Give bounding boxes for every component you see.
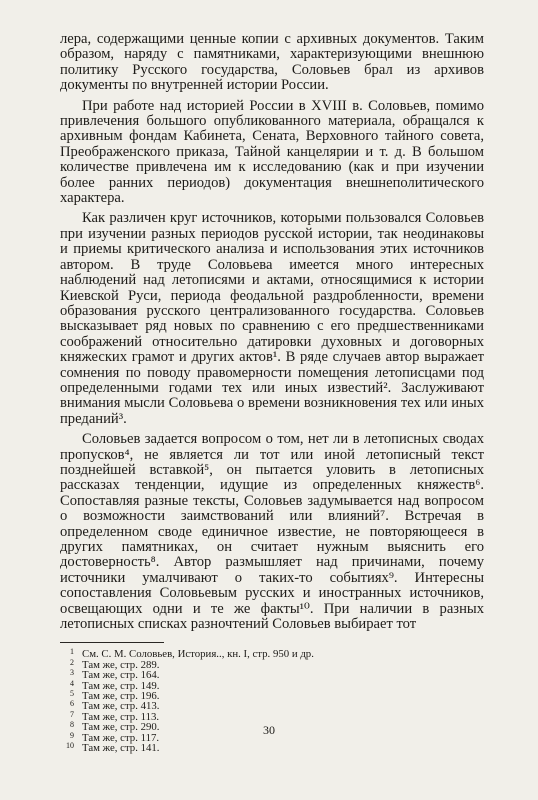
footnote-10 xyxy=(60,743,484,753)
footnote-text: См. С. М. Соловьев, История.., кн. I, стр. 950 и др. xyxy=(82,648,314,661)
page-body xyxy=(60,32,484,754)
footnote-text: Там же, стр. 164. xyxy=(82,669,160,682)
footnote-text: Там же, стр. 113. xyxy=(82,710,160,723)
footnote-number: 4 xyxy=(70,678,74,688)
footnote-number: 10 xyxy=(66,741,74,751)
footnote-number: 8 xyxy=(70,720,74,730)
paragraph-4: Соловьев задается вопросом о том, нет ли в летописных сводах пропусков⁴, не является ли тот или иной летописный текст позднейшей вставкой⁵, он пытается уловить в летописных рассказах тенденции, идущие из определенных княжеств⁶. Сопоставляя разные тексты, Соловьев задумывается над вопросом о возможности заимствований или влияний⁷. Встречая в определенном своде единичное известие, не повторяющееся в других памятниках, он считает нужным выяснить его достоверность⁸. Автор размышляет над причинами, почему источники умалчивают о таких-то событиях⁹. Интересны сопоставления Соловьевым русских и иностранных источников, освещающих одни и те же факты¹⁰. При наличии в разных летописных списках разночтений Соловьев выбирает тот xyxy=(60,431,484,633)
footnote-number: 9 xyxy=(70,730,74,740)
footnote-text: Там же, стр. 289. xyxy=(82,658,160,671)
footnote-number: 2 xyxy=(70,657,74,667)
paragraph-3: Как различен круг источников, которыми пользовался Соловьев при изучении разных периодов русской истории, так неодинаковы и приемы критического анализа и использования этих источников автором. В труде Соловьева имеется много интересных наблюдений над летописями и актами, относящимися к истории Киевской Руси, периода феодальной раздробленности, времени образования русского централизованного государства. Соловьев высказывает ряд новых по сравнению с его предшественниками соображений относительно датировки духовных и договорных княжеских грамот и других актов¹. В ряде случаев автор выражает сомнения по поводу правомерности помещения летописцами под определенными годами тех или иных известий². Заслуживают внимания мысли Соловьева о времени возникновения тех или иных преданий³. xyxy=(60,210,484,427)
footnote-text: Там же, стр. 141. xyxy=(82,742,160,755)
footnote-number: 1 xyxy=(70,647,74,657)
footnote-divider xyxy=(60,642,164,643)
footnote-number: 3 xyxy=(70,668,74,678)
footnote-text: Там же, стр. 149. xyxy=(82,679,160,692)
footnote-text: Там же, стр. 290. xyxy=(82,721,160,734)
footnote-number: 5 xyxy=(70,689,74,699)
footnote-text: Там же, стр. 196. xyxy=(82,690,160,703)
footnote-text: Там же, стр. 413. xyxy=(82,700,160,713)
page-number: 30 xyxy=(263,723,275,737)
footnote-number: 6 xyxy=(70,699,74,709)
paragraph-2: При работе над историей России в XVIII в. Соловьев, помимо привлечения большого опубликованного материала, обращался к архивным фондам Кабинета, Сената, Верховного тайного совета, Преображенского приказа, Тайной канцелярии и т. д. В большом количестве привлечена им к исследованию (как и при изучении более ранних периодов) документация внешнеполитического характера. xyxy=(60,97,484,207)
paragraph-1: лера, содержащими ценные копии с архивных документов. Таким образом, наряду с памятниками, характеризующими внешнюю политику Русского государства, Соловьев брал из архивов документы по внутренней истории России. xyxy=(60,31,484,94)
footnote-number: 7 xyxy=(70,709,74,719)
footnote-text: Там же, стр. 117. xyxy=(82,731,160,744)
